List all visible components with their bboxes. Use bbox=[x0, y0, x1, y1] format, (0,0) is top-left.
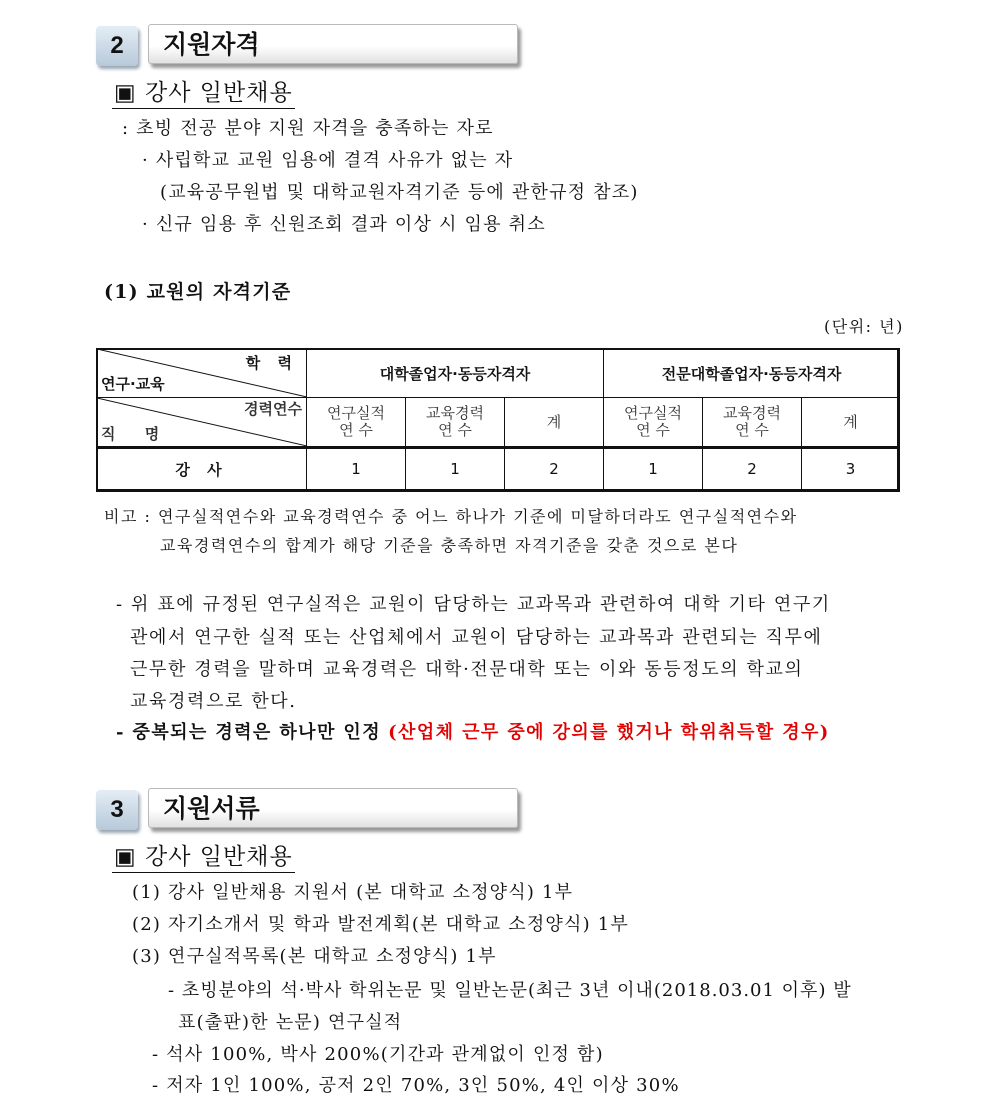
section-number: 2 bbox=[96, 26, 138, 66]
subsection-title: (1) 교원의 자격기준 bbox=[104, 281, 292, 303]
body-paragraph-line: 교육경력으로 한다. bbox=[130, 691, 297, 712]
table-note: 비고 : 연구실적연수와 교육경력연수 중 어느 하나가 기준에 미달하더라도 연구실적연수와 bbox=[104, 507, 798, 526]
document-subitem: - 초빙분야의 석·박사 학위논문 및 일반논문(최근 3년 이내(2018.03.01 이후) 발 bbox=[168, 980, 852, 1001]
document-item: (3) 연구실적목록(본 대학교 소정양식) 1부 bbox=[132, 946, 497, 967]
column-group-header: 대학졸업자·동등자격자 bbox=[307, 349, 604, 398]
corner-top-label: 학 력 bbox=[245, 354, 298, 372]
criteria-line: : 초빙 전공 분야 지원 자격을 충족하는 자로 bbox=[122, 118, 494, 139]
subcolumn-header: 계 bbox=[505, 398, 604, 448]
corner-bottom-label: 연구·교육 bbox=[101, 375, 165, 393]
subcolumn-header: 연구실적 연 수 bbox=[604, 398, 703, 448]
document-subitem: 표(출판)한 논문) 연구실적 bbox=[178, 1012, 403, 1033]
subheading: ▣ 강사 일반채용 bbox=[112, 78, 295, 109]
subcolumn-header: 계 bbox=[802, 398, 900, 448]
section-2-header bbox=[96, 24, 522, 70]
qualification-table bbox=[96, 348, 900, 492]
table-cell: 3 bbox=[802, 448, 900, 491]
table-note: 교육경력연수의 합계가 해당 기준을 충족하면 자격기준을 갖춘 것으로 본다 bbox=[160, 536, 739, 555]
table-cell: 1 bbox=[307, 448, 406, 491]
duplicate-note-highlight: (산업체 근무 중에 강의를 했거나 학위취득할 경우) bbox=[388, 722, 830, 743]
document-subitem: - 석사 100%, 박사 200%(기간과 관계없이 인정 함) bbox=[152, 1044, 604, 1065]
table-cell: 1 bbox=[406, 448, 505, 491]
section-title: 지원자격 bbox=[148, 24, 518, 64]
document-item: (2) 자기소개서 및 학과 발전계획(본 대학교 소정양식) 1부 bbox=[132, 914, 629, 935]
body-paragraph-line: 관에서 연구한 실적 또는 산업체에서 교원이 담당하는 교과목과 관련되는 직무에 bbox=[130, 627, 823, 648]
criteria-line: (교육공무원법 및 대학교원자격기준 등에 관한규정 참조) bbox=[160, 182, 639, 203]
subcolumn-header: 연구실적 연 수 bbox=[307, 398, 406, 448]
subcolumn-header: 교육경력 연 수 bbox=[703, 398, 802, 448]
duplicate-note-text: - 중복되는 경력은 하나만 인정 bbox=[116, 722, 381, 743]
duplicate-career-note bbox=[116, 720, 830, 746]
row-label: 강 사 bbox=[97, 448, 307, 491]
table-cell: 1 bbox=[604, 448, 703, 491]
table-cell: 2 bbox=[505, 448, 604, 491]
section-number: 3 bbox=[96, 790, 138, 830]
criteria-line: · 신규 임용 후 신원조회 결과 이상 시 임용 취소 bbox=[142, 214, 546, 235]
column-group-header: 전문대학졸업자·동등자격자 bbox=[604, 349, 900, 398]
body-paragraph-line: - 위 표에 규정된 연구실적은 교원이 담당하는 교과목과 관련하여 대학 기타 연구기 bbox=[116, 594, 831, 615]
subheading: ▣ 강사 일반채용 bbox=[112, 842, 295, 873]
corner-top-label: 경력연수 bbox=[244, 400, 302, 418]
body-paragraph-line: 근무한 경력을 말하며 교육경력은 대학·전문대학 또는 이와 동등정도의 학교의 bbox=[130, 659, 804, 680]
criteria-line: · 사립학교 교원 임용에 결격 사유가 없는 자 bbox=[142, 150, 514, 171]
unit-label: (단위: 년) bbox=[824, 317, 904, 336]
table-corner-header bbox=[97, 398, 307, 448]
document-subitem: - 저자 1인 100%, 공저 2인 70%, 3인 50%, 4인 이상 30% bbox=[152, 1075, 680, 1096]
table-cell: 2 bbox=[703, 448, 802, 491]
subcolumn-header: 교육경력 연 수 bbox=[406, 398, 505, 448]
section-title: 지원서류 bbox=[148, 788, 518, 828]
corner-bottom-label: 직 명 bbox=[101, 425, 172, 443]
section-3-header bbox=[96, 788, 522, 834]
table-corner-header bbox=[97, 349, 307, 398]
document-item: (1) 강사 일반채용 지원서 (본 대학교 소정양식) 1부 bbox=[132, 882, 574, 903]
